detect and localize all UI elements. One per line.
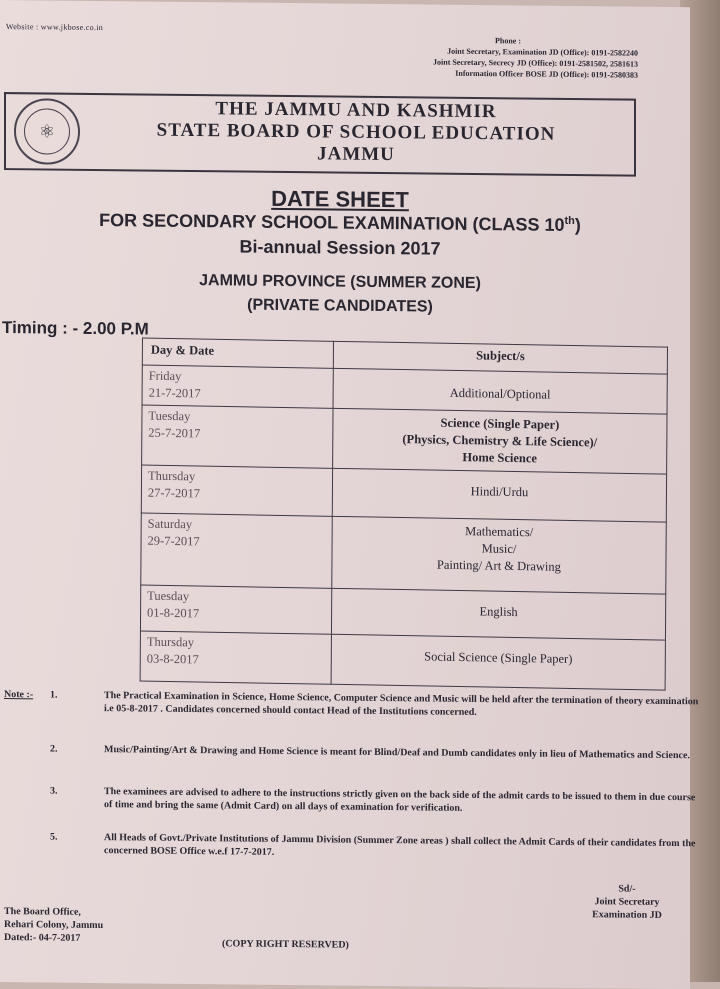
subject-cell: Science (Single Paper) (Physics, Chemistry & Life Science)/ Home Science	[333, 408, 667, 474]
board-name-line1: THE JAMMU AND KASHMIR	[215, 98, 497, 123]
timing-text: Timing : - 2.00 P.M	[2, 318, 149, 339]
subject-cell: Additional/Optional	[333, 368, 667, 414]
board-name-line2: STATE BOARD OF SCHOOL EDUCATION	[156, 119, 556, 145]
phone-title: Phone :	[495, 36, 521, 46]
province-text: JAMMU PROVINCE (SUMMER ZONE)	[199, 272, 481, 293]
copyright-text: (COPY RIGHT RESERVED)	[222, 938, 349, 951]
subject-cell: English	[331, 588, 665, 640]
date-sheet-table	[140, 337, 668, 690]
exam-subtitle: FOR SECONDARY SCHOOL EXAMINATION (CLASS 10th)	[99, 210, 581, 236]
date-cell: Saturday 29-7-2017	[141, 513, 332, 588]
board-header	[4, 92, 636, 177]
notes-label: Note :-	[4, 689, 34, 701]
subject-cell: Hindi/Urdu	[332, 468, 666, 522]
session-text: Bi-annual Session 2017	[239, 236, 441, 259]
note-item: 3. The examinees are advised to adhere to the instructions strictly given on the back side of the admit cards to be issued to them in due course of time and bring the same (Admit Card) on all days of examination for verification.	[50, 785, 696, 814]
table-row	[141, 513, 666, 594]
subject-cell: Mathematics/ Music/ Painting/ Art & Drawing	[332, 516, 666, 594]
phone-line: Information Officer BOSE JD (Office): 0191-2580383	[455, 68, 638, 80]
date-cell: Tuesday 01-8-2017	[140, 585, 331, 634]
website-text: Website : www.jkbose.co.in	[6, 22, 104, 33]
table-row	[140, 631, 665, 690]
signature-block: Sd/- Joint Secretary Examination JD	[592, 883, 662, 921]
board-emblem-icon: ⚛	[14, 98, 80, 165]
board-office-address: The Board Office, Rehari Colony, Jammu Dated:- 04-7-2017	[4, 906, 104, 944]
candidates-text: (PRIVATE CANDIDATES)	[247, 296, 433, 316]
note-item: 2. Music/Painting/Art & Drawing and Home Science is meant for Blind/Deaf and Dumb candidates only in lieu of Mathematics and Science.	[50, 743, 690, 762]
date-cell: Thursday 03-8-2017	[140, 631, 331, 684]
date-cell: Thursday 27-7-2017	[141, 465, 332, 516]
subject-cell: Social Science (Single Paper)	[331, 634, 665, 690]
phone-block	[318, 33, 638, 80]
note-item: 5. All Heads of Govt./Private Institutions of Jammu Division (Summer Zone areas ) shall collect the Admit Cards of their candidates from the concerned BOSE Office w.e.f 17-7-2017.	[50, 831, 696, 858]
column-header-subject: Subject/s	[333, 341, 667, 374]
board-name-line3: JAMMU	[317, 143, 395, 166]
document-title: DATE SHEET	[271, 185, 409, 213]
column-header-date: Day & Date	[142, 338, 333, 368]
phone-line: Joint Secretary, Examination JD (Office): 0191-2582240	[447, 46, 638, 58]
table-row	[142, 405, 667, 474]
note-item: Note :- 1. The Practical Examination in Science, Home Science, Computer Science and Music will be held after the termination of theory examination i.e 05-8-2017 . Candidates concerned should contact Head of the Institutions concerned.	[4, 689, 699, 718]
date-cell: Friday 21-7-2017	[142, 365, 333, 408]
date-cell: Tuesday 25-7-2017	[142, 405, 333, 468]
phone-line: Joint Secretary, Secrecy JD (Office): 0191-2581502, 2581613	[433, 57, 638, 69]
